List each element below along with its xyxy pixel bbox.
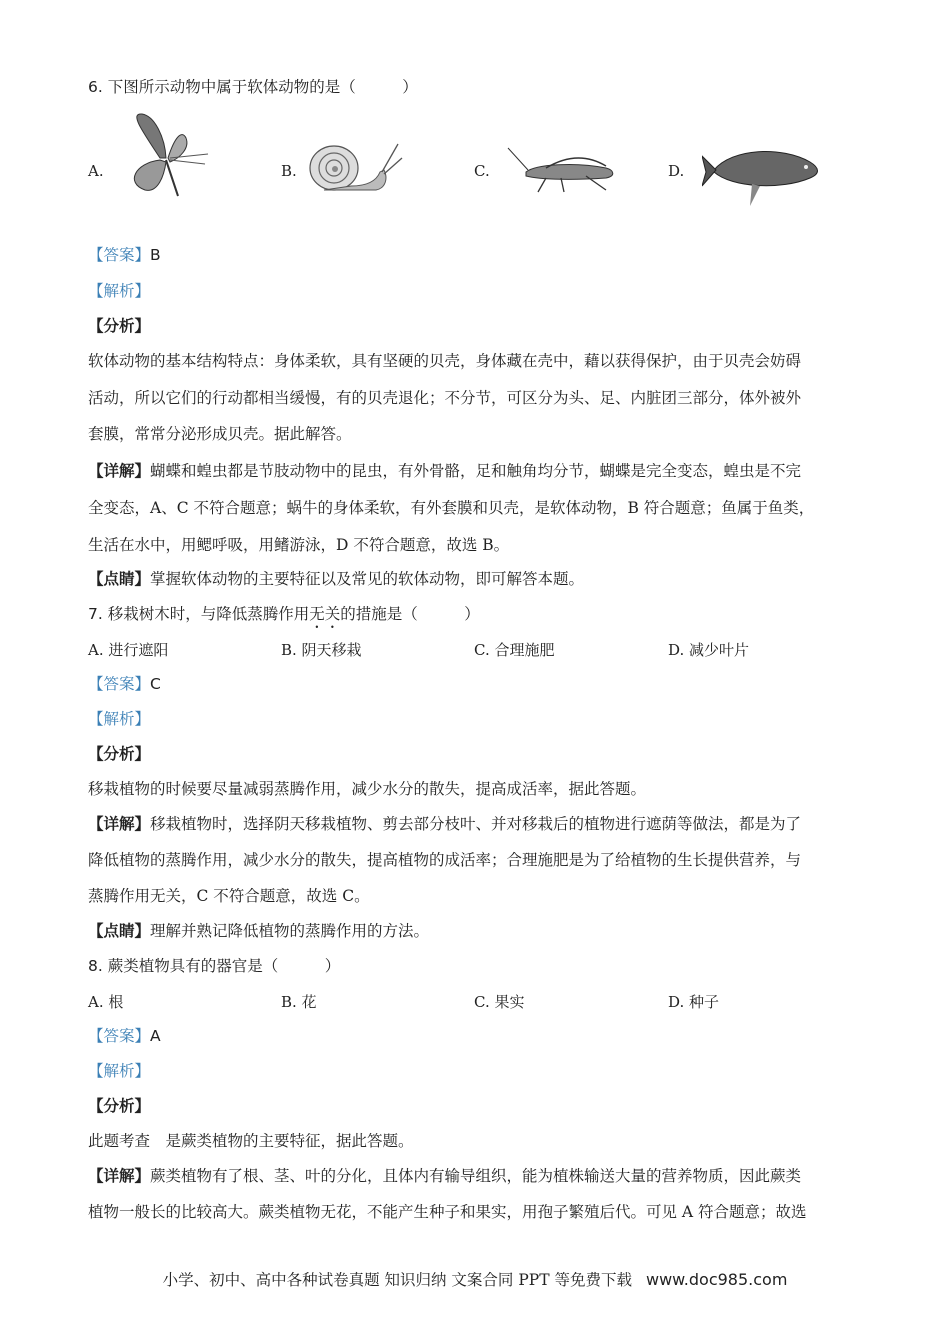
q6-fenxi-line: 软体动物的基本结构特点：身体柔软，具有坚硬的贝壳，身体藏在壳中，藉以获得保护，由于贝壳会妨碍	[88, 352, 802, 370]
q6-answer-value: B	[150, 246, 161, 264]
q8-number: 8.	[88, 957, 103, 975]
q8-answer	[88, 1025, 161, 1047]
footer-text: 小学、初中、高中各种试卷真题 知识归纳 文案合同 PPT 等免费下载	[162, 1271, 632, 1289]
q6-dianjing-tag: 【点睛】	[88, 569, 151, 588]
q8-option-b: B. 花	[281, 993, 317, 1011]
q8-fenxi-tag: 【分析】	[88, 1096, 151, 1115]
q7-stem-post: 的措施是（ ）	[340, 605, 480, 623]
q8-xiangjie-tag: 【详解】	[88, 1166, 151, 1185]
q7-xiangjie-line: 蒸腾作用无关，C 不符合题意，故选 C。	[88, 887, 370, 905]
q6-xiangjie-tag: 【详解】	[88, 461, 151, 480]
q7-option-d: D. 减少叶片	[668, 641, 750, 659]
q7-option-c: C. 合理施肥	[474, 641, 555, 659]
q6-number: 6.	[88, 78, 103, 96]
q7-jiexi-tag: 【解析】	[88, 710, 151, 728]
q7-dianjing-tag: 【点睛】	[88, 921, 151, 940]
q8-option-a: A. 根	[88, 993, 124, 1011]
fish-icon	[702, 140, 827, 214]
q7-xiangjie-line: 移栽植物时，选择阴天移栽植物、剪去部分枝叶、并对移栽后的植物进行遮荫等做法，都是为了	[150, 815, 802, 833]
q8-stem	[88, 955, 340, 977]
q8-fenxi-text: 此题考查 是蕨类植物的主要特征，据此答题。	[88, 1132, 414, 1150]
q8-option-d: D. 种子	[668, 993, 720, 1011]
snail-icon	[306, 138, 406, 202]
q6-option-c-label: C.	[474, 162, 490, 180]
footer-url[interactable]: www.doc985.com	[646, 1270, 788, 1289]
q6-answer	[88, 244, 161, 266]
q8-stem-text: 蕨类植物具有的器官是（ ）	[107, 957, 341, 975]
q7-dianjing-text: 理解并熟记降低植物的蒸腾作用的方法。	[150, 922, 430, 940]
q8-xiangjie-line: 植物一般长的比较高大。蕨类植物无花，不能产生种子和果实，用孢子繁殖后代。可见 A 符合题意；故选	[88, 1203, 807, 1221]
butterfly-icon	[120, 108, 215, 210]
q8-option-c: C. 果实	[474, 993, 525, 1011]
q6-xiangjie	[88, 460, 801, 482]
q6-xiangjie-line: 全变态，A、C 不符合题意；蜗牛的身体柔软，有外套膜和贝壳，是软体动物，B 符合题意；鱼属于鱼类，	[88, 499, 815, 517]
q7-xiangjie-tag: 【详解】	[88, 814, 151, 833]
q7-stem-emphasis: 无关	[309, 605, 341, 623]
q6-fenxi-line: 活动，所以它们的行动都相当缓慢，有的贝壳退化；不分节，可区分为头、足、内脏团三部分，体外被外	[88, 389, 802, 407]
q6-dianjing-text: 掌握软体动物的主要特征以及常见的软体动物，即可解答本题。	[150, 570, 585, 588]
q7-dianjing	[88, 920, 429, 942]
q6-answer-tag: 【答案】	[88, 246, 151, 264]
q7-answer-value: C	[150, 675, 161, 693]
q8-xiangjie-line: 蕨类植物有了根、茎、叶的分化，且体内有输导组织，能为植株输送大量的营养物质，因此蕨类	[150, 1167, 802, 1185]
q7-fenxi-tag: 【分析】	[88, 744, 151, 763]
q7-option-a: A. 进行遮阳	[88, 641, 169, 659]
q6-xiangjie-line: 生活在水中，用鳃呼吸，用鳍游泳，D 不符合题意，故选 B。	[88, 536, 510, 554]
q8-jiexi-tag: 【解析】	[88, 1062, 151, 1080]
q6-option-b-label: B.	[281, 162, 297, 180]
page-footer	[0, 1268, 950, 1290]
q6-option-d-label: D.	[668, 162, 685, 180]
q7-stem-pre: 移栽树木时，与降低蒸腾作用	[107, 605, 310, 623]
q6-dianjing	[88, 568, 584, 590]
q7-fenxi-text: 移栽植物的时候要尽量减弱蒸腾作用，减少水分的散失，提高成活率，据此答题。	[88, 780, 647, 798]
q8-xiangjie	[88, 1165, 801, 1187]
q7-answer	[88, 673, 161, 695]
q7-number: 7.	[88, 605, 103, 623]
q8-answer-tag: 【答案】	[88, 1027, 151, 1045]
q6-stem	[88, 76, 418, 98]
q6-stem-text: 下图所示动物中属于软体动物的是（ ）	[107, 78, 418, 96]
q6-option-a-label: A.	[88, 162, 104, 180]
q6-jiexi-tag: 【解析】	[88, 282, 151, 300]
q7-xiangjie	[88, 813, 801, 835]
q6-fenxi-line: 套膜，常常分泌形成贝壳。据此解答。	[88, 425, 352, 443]
q7-stem	[88, 603, 480, 632]
q7-answer-tag: 【答案】	[88, 675, 151, 693]
q6-xiangjie-line: 蝴蝶和蝗虫都是节肢动物中的昆虫，有外骨骼，足和触角均分节，蝴蝶是完全变态，蝗虫是不完	[150, 462, 802, 480]
q7-option-b: B. 阴天移栽	[281, 641, 362, 659]
q6-fenxi-tag: 【分析】	[88, 316, 151, 335]
grasshopper-icon	[506, 146, 626, 198]
q8-answer-value: A	[150, 1027, 161, 1045]
q7-xiangjie-line: 降低植物的蒸腾作用，减少水分的散失，提高植物的成活率；合理施肥是为了给植物的生长提供营养，与	[88, 851, 802, 869]
